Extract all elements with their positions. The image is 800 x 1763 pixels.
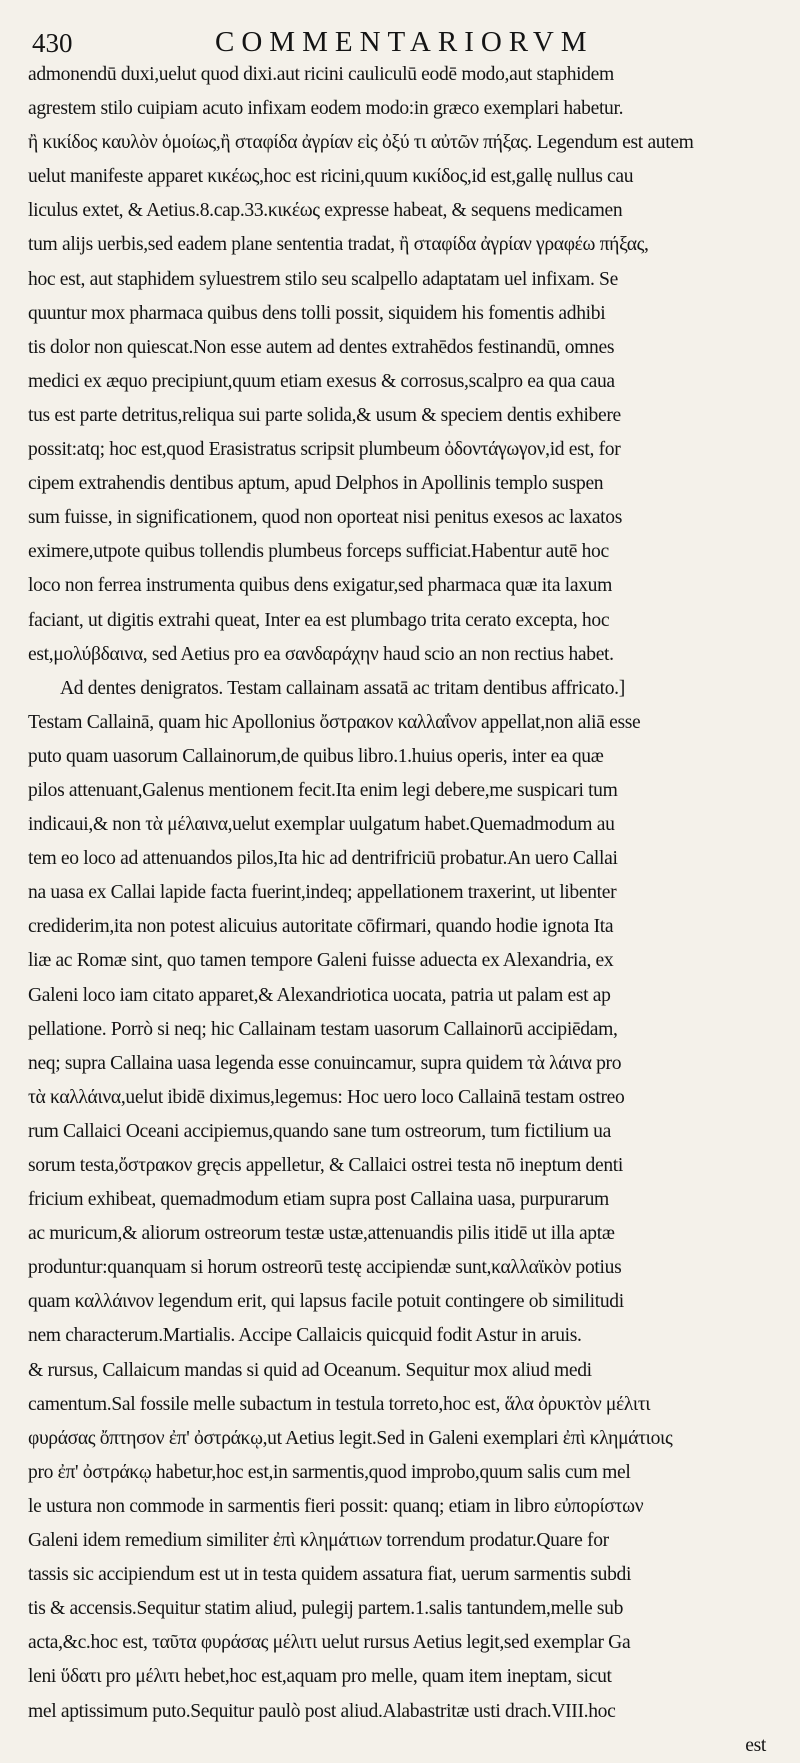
- text-line: liculus extet, & Aetius.8.cap.33.κικέως expresse habeat, & sequens medicamen: [28, 200, 623, 222]
- text-line: tus est parte detritus,reliqua sui parte solida,& usum & speciem dentis exhibere: [28, 404, 621, 426]
- text-line: tis dolor non quiescat.Non esse autem ad dentes extrahēdos festinandū, omnes: [28, 336, 615, 358]
- text-line: est: [745, 1734, 766, 1756]
- text-line: φυράσας ὄπτησον ἐπ' ὀστράκῳ,ut Aetius legit.Sed in Galeni exemplari ἐπὶ κλημάτιοις: [28, 1427, 673, 1449]
- text-line: & rursus, Callaicum mandas si quid ad Oceanum. Sequitur mox aliud medi: [28, 1359, 592, 1381]
- text-line: produntur:quanquam si horum ostreorū testę accipiendæ sunt,καλλαϊκὸν potius: [28, 1257, 622, 1279]
- text-line: loco non ferrea instrumenta quibus dens exigatur,sed pharmaca quæ ita laxum: [28, 575, 612, 597]
- text-line: leni ὕδατι pro μέλιτι hebet,hoc est,aquam pro melle, quam item ineptam, sicut: [28, 1666, 612, 1688]
- text-line: le ustura non commode in sarmentis fieri possit: quanq; etiam in libro εὐπορίστων: [28, 1495, 644, 1517]
- text-line: Galeni loco iam citato apparet,& Alexandriotica uocata, patria ut palam est ap: [28, 984, 611, 1006]
- text-line: faciant, ut digitis extrahi queat, Inter ea est plumbago trita cerato excepta, hoc: [28, 609, 610, 631]
- text-line: crediderim,ita non potest alicuius autoritate cōfirmari, quando hodie ignota Ita: [28, 916, 614, 938]
- text-line: ἢ κικίδος καυλὸν ὁμοίως,ἢ σταφίδα ἀγρίαν εἰς ὀξύ τι αὐτῶν πήξας. Legendum est autem: [28, 132, 694, 154]
- text-line: sum fuisse, in significationem, quod non oporteat nisi penitus exesos ac laxatos: [28, 507, 622, 529]
- text-line: est,μολύβδαινα, sed Aetius pro ea σανδαράχην haud scio an non rectius habet.: [28, 643, 614, 665]
- text-line: acta,&c.hoc est, ταῦτα φυράσας μέλιτι uelut rursus Aetius legit,sed exemplar Ga: [28, 1632, 631, 1654]
- text-line: tum alijs uerbis,sed eadem plane sententia tradat, ἢ σταφίδα ἀγρίαν γραφέω πήξας,: [28, 234, 649, 256]
- text-line: Testam Callainā, quam hic Apollonius ὄστρακον καλλαΐνον appellat,non aliā esse: [28, 711, 641, 733]
- text-line: tis & accensis.Sequitur statim aliud, pulegij partem.1.salis tantundem,melle sub: [28, 1598, 624, 1620]
- text-line: eximere,utpote quibus tollendis plumbeus forceps sufficiat.Habentur autē hoc: [28, 541, 609, 563]
- text-line: cipem extrahendis dentibus aptum, apud Delphos in Apollinis templo suspen: [28, 473, 604, 495]
- page-header: [0, 20, 800, 60]
- text-line: ac muricum,& aliorum ostreorum testæ ustæ,attenuandis pilis itidē ut illa aptæ: [28, 1223, 615, 1245]
- text-line: neq; supra Callaina uasa legenda esse conuincamur, supra quidem τὰ λάινα pro: [28, 1052, 622, 1074]
- text-line: Ad dentes denigratos. Testam callainam assatā ac tritam dentibus affricato.]: [60, 677, 625, 699]
- text-line: pellatione. Porrò si neq; hic Callainam testam uasorum Callainorū accipiēdam,: [28, 1018, 618, 1040]
- text-line: rum Callaici Oceani accipiemus,quando sane tum ostreorum, tum fictilium ua: [28, 1120, 611, 1142]
- text-line: tem eo loco ad attenuandos pilos,Ita hic ad dentrifriciū probatur.An uero Callai: [28, 848, 618, 870]
- text-line: indicaui,& non τὰ μέλαινα,uelut exemplar uulgatum habet.Quemadmodum au: [28, 814, 615, 836]
- text-line: quuntur mox pharmaca quibus dens tolli possit, siquidem his fomentis adhibi: [28, 302, 606, 324]
- running-head: COMMENTARIORVM: [215, 26, 594, 58]
- text-line: na uasa ex Callai lapide facta fuerint,indeq; appellationem traxerint, ut libenter: [28, 882, 617, 904]
- text-line: medici ex æquo precipiunt,quum etiam exesus & corrosus,scalpro ea qua caua: [28, 370, 615, 392]
- text-line: Galeni idem remedium similiter ἐπὶ κλημάτιων torrendum prodatur.Quare for: [28, 1530, 609, 1552]
- body-text: [28, 58, 778, 1763]
- text-line: camentum.Sal fossile melle subactum in testula torreto,hoc est, ἅλα ὀρυκτὸν μέλιτι: [28, 1393, 651, 1415]
- text-line: liæ ac Romæ sint, quo tamen tempore Galeni fuisse aduecta ex Alexandria, ex: [28, 950, 614, 972]
- text-line: puto quam uasorum Callainorum,de quibus libro.1.huius operis, inter ea quæ: [28, 745, 604, 767]
- text-line: possit:atq; hoc est,quod Erasistratus scripsit plumbeum ὀδοντάγωγον,id est, for: [28, 439, 621, 461]
- text-line: nem characterum.Martialis. Accipe Callaicis quicquid fodit Astur in aruis.: [28, 1325, 582, 1347]
- text-line: tassis sic accipiendum est ut in testa quidem assatura fiat, uerum sarmentis subdi: [28, 1564, 632, 1586]
- text-line: hoc est, aut staphidem syluestrem stilo seu scalpello adaptatam uel infixam. Se: [28, 268, 618, 290]
- text-line: τὰ καλλάινα,uelut ibidē diximus,legemus: Hoc uero loco Callainā testam ostreo: [28, 1086, 625, 1108]
- text-line: admonendū duxi,uelut quod dixi.aut ricini cauliculū eodē modo,aut staphidem: [28, 64, 614, 85]
- text-line: agrestem stilo cuipiam acuto infixam eodem modo:in græco exemplari habetur.: [28, 98, 624, 120]
- text-line: quam καλλάινον legendum erit, qui lapsus facile potuit contingere ob similitudi: [28, 1291, 624, 1313]
- text-line: sorum testa,ὄστρακον gręcis appelletur, & Callaici ostrei testa nō ineptum denti: [28, 1155, 623, 1176]
- text-line: uelut manifeste apparet κικέως,hoc est ricini,quum κικίδος,id est,gallę nullus cau: [28, 166, 634, 188]
- text-line: pilos attenuant,Galenus mentionem fecit.Ita enim legi debere,me suspicari tum: [28, 779, 618, 801]
- text-line: mel aptissimum puto.Sequitur paulò post aliud.Alabastritæ usti drach.VIII.hoc: [28, 1700, 616, 1722]
- page-number: 430: [32, 28, 73, 58]
- text-line: pro ἐπ' ὀστράκῳ habetur,hoc est,in sarmentis,quod improbo,quum salis cum mel: [28, 1461, 631, 1483]
- text-line: fricium exhibeat, quemadmodum etiam supra post Callaina uasa, purpurarum: [28, 1189, 609, 1211]
